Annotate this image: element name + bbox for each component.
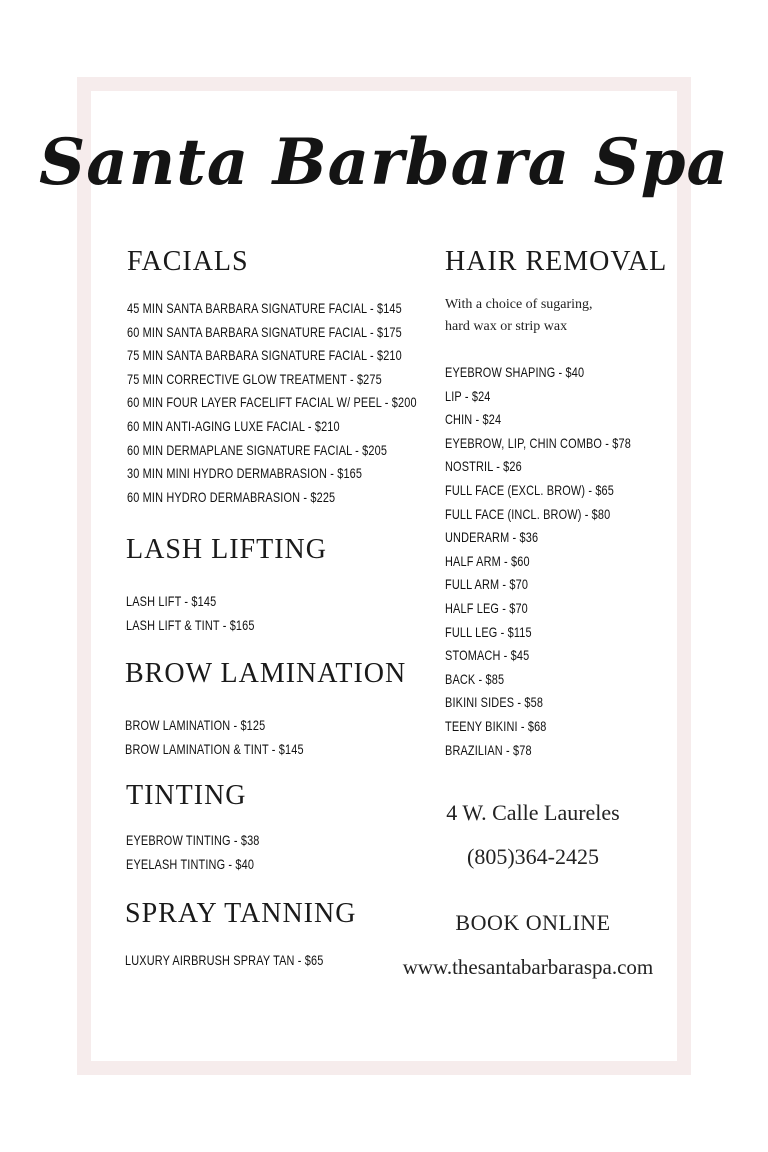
heading-facials: FACIALS <box>127 246 249 277</box>
list-item: LASH LIFT - $145 <box>126 593 217 609</box>
list-item: 60 MIN DERMAPLANE SIGNATURE FACIAL - $205 <box>127 441 388 458</box>
list-item: LUXURY AIRBRUSH SPRAY TAN - $65 <box>125 952 324 968</box>
list-item: BROW LAMINATION - $125 <box>125 717 266 733</box>
list-item: 75 MIN CORRECTIVE GLOW TREATMENT - $275 <box>127 370 382 387</box>
list-item: FULL LEG - $115 <box>445 623 532 640</box>
website-link[interactable]: www.thesantabarbaraspa.com <box>402 955 654 979</box>
lash-lifting-list <box>126 590 291 637</box>
list-item: EYEBROW SHAPING - $40 <box>445 364 585 380</box>
spa-title: Santa Barbara Spa <box>39 125 729 200</box>
heading-brow-lamination: BROW LAMINATION <box>125 658 407 689</box>
list-item: LASH LIFT & TINT - $165 <box>126 616 255 633</box>
list-item: EYEBROW TINTING - $38 <box>126 832 260 848</box>
brow-lamination-list <box>125 714 354 761</box>
note-line-2: hard wax or strip wax <box>445 319 568 334</box>
hair-removal-note <box>445 294 593 338</box>
list-item: EYELASH TINTING - $40 <box>126 855 255 872</box>
phone-number: (805)364-2425 <box>467 844 599 869</box>
heading-spray-tanning: SPRAY TANNING <box>125 898 357 929</box>
list-item: TEENY BIKINI - $68 <box>445 717 547 734</box>
heading-lash-lifting: LASH LIFTING <box>126 534 327 565</box>
list-item: BIKINI SIDES - $58 <box>445 694 544 711</box>
list-item: BACK - $85 <box>445 670 505 687</box>
list-item: BRAZILIAN - $78 <box>445 741 532 758</box>
address: 4 W. Calle Laureles <box>446 800 620 825</box>
list-item: 60 MIN HYDRO DERMABRASION - $225 <box>127 488 336 505</box>
list-item: EYEBROW, LIP, CHIN COMBO - $78 <box>445 434 631 451</box>
list-item: HALF LEG - $70 <box>445 599 528 616</box>
tinting-list <box>126 829 297 876</box>
facials-list <box>127 297 498 509</box>
list-item: FULL ARM - $70 <box>445 576 529 593</box>
list-item: STOMACH - $45 <box>445 647 530 664</box>
list-item: 75 MIN SANTA BARBARA SIGNATURE FACIAL - $210 <box>127 347 402 364</box>
list-item: BROW LAMINATION & TINT - $145 <box>125 740 304 757</box>
list-item: 60 MIN SANTA BARBARA SIGNATURE FACIAL - $175 <box>127 323 402 340</box>
heading-hair-removal: HAIR REMOVAL <box>445 246 668 277</box>
list-item: NOSTRIL - $26 <box>445 458 522 475</box>
list-item: CHIN - $24 <box>445 411 502 428</box>
list-item: LIP - $24 <box>445 387 491 404</box>
list-item: 45 MIN SANTA BARBARA SIGNATURE FACIAL - $145 <box>127 300 402 316</box>
spray-tanning-list <box>125 949 379 973</box>
note-line-1: With a choice of sugaring, <box>445 297 593 312</box>
list-item: 60 MIN ANTI-AGING LUXE FACIAL - $210 <box>127 417 340 434</box>
list-item: 30 MIN MINI HYDRO DERMABRASION - $165 <box>127 465 363 482</box>
hair-removal-list <box>445 361 683 762</box>
list-item: FULL FACE (EXCL. BROW) - $65 <box>445 481 615 498</box>
list-item: HALF ARM - $60 <box>445 552 530 569</box>
list-item: FULL FACE (INCL. BROW) - $80 <box>445 505 611 522</box>
list-item: UNDERARM - $36 <box>445 529 539 546</box>
list-item: 60 MIN FOUR LAYER FACELIFT FACIAL W/ PEEL - $200 <box>127 394 417 411</box>
book-online-link[interactable]: BOOK ONLINE <box>455 910 611 935</box>
heading-tinting: TINTING <box>126 780 247 811</box>
